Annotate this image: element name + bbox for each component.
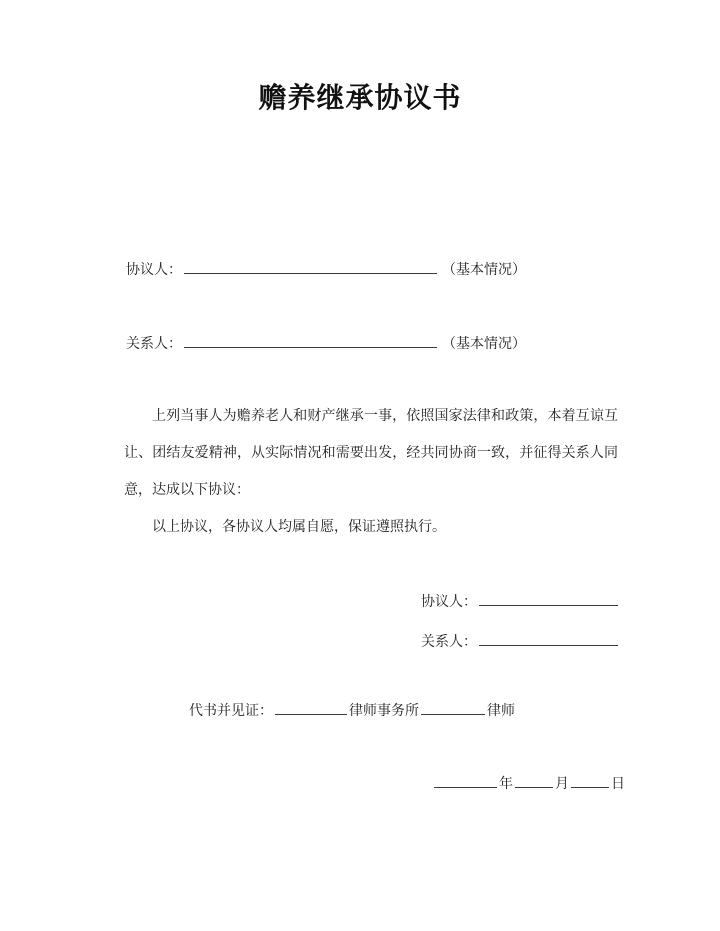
party-label-agreement-person: 协议人： (126, 262, 182, 278)
party-blank-related-person[interactable] (184, 332, 437, 348)
signature-row-related-person (421, 630, 620, 653)
party-label-related-person: 关系人： (126, 336, 182, 352)
signature-label-related-person: 关系人： (421, 634, 477, 650)
party-row-agreement-person (126, 258, 526, 281)
date-blank-month[interactable] (515, 772, 553, 788)
witness-lawyer-suffix: 律师 (487, 703, 515, 719)
signature-row-agreement-person (421, 590, 620, 613)
party-row-related-person (126, 332, 526, 355)
page-title: 赡养继承协议书 (258, 81, 462, 114)
witness-row (189, 699, 515, 722)
date-row (432, 772, 625, 795)
date-unit-year: 年 (499, 776, 513, 792)
signature-blank-agreement-person[interactable] (479, 590, 618, 606)
witness-label: 代书并见证： (189, 703, 273, 719)
signature-blank-related-person[interactable] (479, 630, 618, 646)
signature-label-agreement-person: 协议人： (421, 594, 477, 610)
party-note-related-person: （基本情况） (442, 336, 526, 352)
date-blank-day[interactable] (571, 772, 609, 788)
closing-paragraph: 以上协议，各协议人均属自愿，保证遵照执行。 (152, 519, 446, 535)
party-note-agreement-person: （基本情况） (442, 262, 526, 278)
date-blank-year[interactable] (434, 772, 497, 788)
date-unit-day: 日 (611, 776, 625, 792)
body-paragraph-container (124, 398, 618, 509)
witness-blank-lawyer-name[interactable] (421, 699, 485, 715)
party-blank-agreement-person[interactable] (184, 258, 437, 274)
witness-blank-law-firm[interactable] (275, 699, 347, 715)
body-paragraph: 上列当事人为赡养老人和财产继承一事，依照国家法律和政策，本着互谅互让、团结友爱精神，从实际情况和需要出发，经共同协商一致，并征得关系人同意，达成以下协议： (124, 408, 618, 498)
date-unit-month: 月 (555, 776, 569, 792)
witness-law-firm-suffix: 律师事务所 (349, 703, 419, 719)
